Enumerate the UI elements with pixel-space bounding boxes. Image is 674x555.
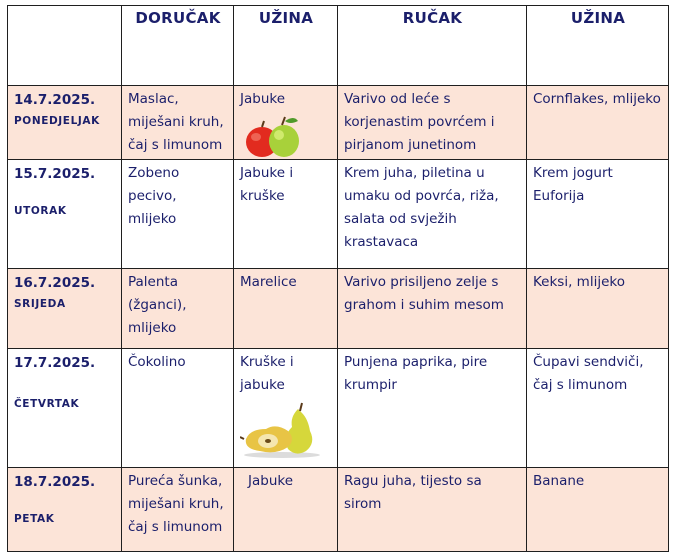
breakfast-text: Čokolino <box>128 354 186 370</box>
date-label: 14.7.2025. <box>14 92 96 108</box>
lunch-cell <box>338 468 527 552</box>
lunch-cell <box>338 269 527 349</box>
snack1-cell <box>234 160 338 269</box>
snack2-cell <box>527 86 669 160</box>
date-cell <box>8 86 122 160</box>
snack2-text: Krem jogurt Euforija <box>533 165 613 204</box>
snack1-text: Jabuke <box>240 91 286 107</box>
snack1-cell <box>234 86 338 160</box>
day-label: ČETVRTAK <box>14 398 80 410</box>
weekly-menu-table <box>7 5 669 552</box>
breakfast-cell <box>122 468 234 552</box>
breakfast-cell <box>122 349 234 468</box>
header-lunch: RUČAK <box>338 6 527 86</box>
date-label: 15.7.2025. <box>14 166 96 182</box>
date-label: 18.7.2025. <box>14 474 96 490</box>
breakfast-cell <box>122 269 234 349</box>
snack2-cell <box>527 468 669 552</box>
date-cell <box>8 349 122 468</box>
snack1-cell <box>234 468 338 552</box>
day-label: UTORAK <box>14 205 67 217</box>
header-snack-2: UŽINA <box>527 6 669 86</box>
lunch-text: Ragu juha, tijesto sa sirom <box>344 473 482 512</box>
table-row-monday <box>8 86 669 160</box>
apples-icon <box>240 115 306 159</box>
snack2-text: Cornflakes, mlijeko <box>533 91 661 107</box>
table-row-friday <box>8 468 669 552</box>
snack2-text: Banane <box>533 473 585 489</box>
breakfast-text: Zobeno pecivo, mlijeko <box>128 165 180 227</box>
date-label: 16.7.2025. <box>14 275 96 291</box>
breakfast-cell <box>122 160 234 269</box>
snack1-cell <box>234 349 338 468</box>
lunch-cell <box>338 86 527 160</box>
header-blank <box>8 6 122 86</box>
header-snack-1: UŽINA <box>234 6 338 86</box>
table-row-wednesday <box>8 269 669 349</box>
date-cell <box>8 269 122 349</box>
snack1-cell <box>234 269 338 349</box>
date-label: 17.7.2025. <box>14 355 96 371</box>
breakfast-cell <box>122 86 234 160</box>
snack2-cell <box>527 349 669 468</box>
date-cell <box>8 160 122 269</box>
snack1-text: Jabuke i kruške <box>240 165 294 204</box>
date-cell <box>8 468 122 552</box>
header-breakfast: DORUČAK <box>122 6 234 86</box>
snack1-text: Marelice <box>240 274 297 290</box>
snack1-text: Jabuke <box>248 473 294 489</box>
header-row <box>8 6 669 86</box>
table-row-tuesday <box>8 160 669 269</box>
snack2-text: Keksi, mlijeko <box>533 274 625 290</box>
snack2-cell <box>527 160 669 269</box>
lunch-text: Krem juha, piletina u umaku od povrća, riža, salata od svježih krastavaca <box>344 165 499 250</box>
breakfast-text: Maslac, miješani kruh, čaj s limunom <box>128 91 224 153</box>
lunch-text: Varivo od leće s korjenastim povrćem i pirjanom junetinom <box>344 91 495 153</box>
snack2-text: Čupavi sendviči, čaj s limunom <box>533 354 644 393</box>
day-label: PONEDJELJAK <box>14 115 100 127</box>
lunch-cell <box>338 349 527 468</box>
snack1-text: Kruške i jabuke <box>240 354 294 393</box>
lunch-text: Varivo prisiljeno zelje s grahom i suhim mesom <box>344 274 504 313</box>
snack2-cell <box>527 269 669 349</box>
day-label: SRIJEDA <box>14 298 66 310</box>
lunch-text: Punjena paprika, pire krumpir <box>344 354 488 393</box>
breakfast-text: Palenta (žganci), mlijeko <box>128 274 187 336</box>
lunch-cell <box>338 160 527 269</box>
breakfast-text: Pureća šunka, miješani kruh, čaj s limunom <box>128 473 224 535</box>
day-label: PETAK <box>14 513 55 525</box>
pears-icon <box>240 401 322 459</box>
table-row-thursday <box>8 349 669 468</box>
